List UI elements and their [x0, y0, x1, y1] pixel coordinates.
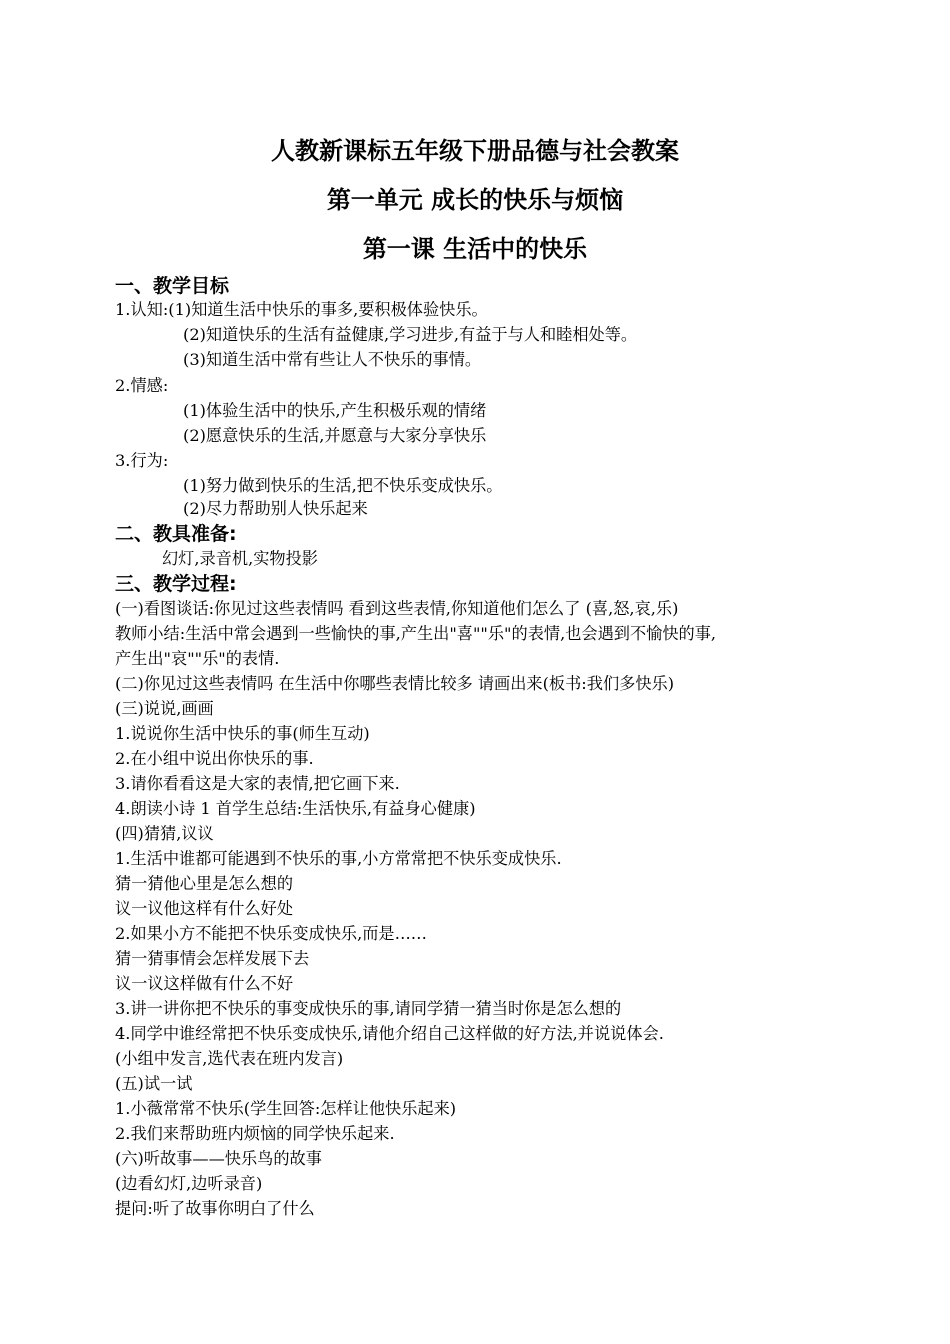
text-line: 1.生活中谁都可能遇到不快乐的事,小方常常把不快乐变成快乐. [115, 849, 562, 868]
text-line: 4.同学中谁经常把不快乐变成快乐,请他介绍自己这样做的好方法,并说说体会. [115, 1024, 664, 1043]
text-line: 2.情感: [115, 376, 169, 395]
document-title: 人教新课标五年级下册品德与社会教案 [271, 137, 679, 165]
text-line: 猜一猜他心里是怎么想的 [115, 874, 294, 893]
text-line: 议一议这样做有什么不好 [115, 974, 294, 993]
text-line: 1.说说你生活中快乐的事(师生互动) [115, 724, 370, 743]
text-line: (3)知道生活中常有些让人不快乐的事情。 [183, 350, 482, 369]
text-line: 2.在小组中说出你快乐的事. [115, 749, 314, 768]
text-line: (一)看图谈话:你见过这些表情吗 看到这些表情,你知道他们怎么了 (喜,怒,哀,乐) [115, 599, 679, 618]
text-line: (小组中发言,选代表在班内发言) [115, 1049, 344, 1068]
text-line: (1)体验生活中的快乐,产生积极乐观的情绪 [183, 401, 487, 420]
text-line: 2.我们来帮助班内烦恼的同学快乐起来. [115, 1124, 395, 1143]
text-line: (五)试一试 [115, 1074, 193, 1093]
text-line: 3.行为: [115, 451, 169, 470]
text-line: 3.请你看看这是大家的表情,把它画下来. [115, 774, 400, 793]
text-line: (边看幻灯,边听录音) [115, 1174, 263, 1193]
text-line: 3.讲一讲你把不快乐的事变成快乐的事,请同学猜一猜当时你是怎么想的 [115, 999, 622, 1018]
section-heading-process: 三、教学过程: [115, 573, 237, 595]
text-line: 议一议他这样有什么好处 [115, 899, 294, 918]
text-line: (二)你见过这些表情吗 在生活中你哪些表情比较多 请画出来(板书:我们多快乐) [115, 674, 675, 693]
text-line: (六)听故事——快乐鸟的故事 [115, 1149, 322, 1168]
section-heading-materials: 二、教具准备: [115, 523, 237, 545]
lesson-title: 第一课 生活中的快乐 [362, 235, 588, 263]
text-line: 猜一猜事情会怎样发展下去 [115, 949, 310, 968]
text-line: 4.朗读小诗 1 首学生总结:生活快乐,有益身心健康) [115, 799, 476, 818]
text-line: (2)知道快乐的生活有益健康,学习进步,有益于与人和睦相处等。 [183, 325, 638, 344]
text-line: (2)尽力帮助别人快乐起来 [183, 499, 368, 518]
section-heading-objectives: 一、教学目标 [115, 275, 230, 297]
text-line: 产生出"哀""乐"的表情. [115, 649, 280, 668]
text-line: (2)愿意快乐的生活,并愿意与大家分享快乐 [183, 426, 487, 445]
text-line: (四)猜猜,议议 [115, 824, 214, 843]
text-line: 1.认知:(1)知道生活中快乐的事多,要积极体验快乐。 [115, 300, 488, 319]
text-line: 幻灯,录音机,实物投影 [162, 549, 318, 568]
text-line: (三)说说,画画 [115, 699, 214, 718]
text-line: (1)努力做到快乐的生活,把不快乐变成快乐。 [183, 476, 503, 495]
unit-title: 第一单元 成长的快乐与烦恼 [326, 186, 624, 214]
text-line: 教师小结:生活中常会遇到一些愉快的事,产生出"喜""乐"的表情,也会遇到不愉快的事, [115, 624, 717, 643]
text-line: 1.小薇常常不快乐(学生回答:怎样让他快乐起来) [115, 1099, 457, 1118]
text-line: 提问:听了故事你明白了什么 [115, 1199, 315, 1218]
text-line: 2.如果小方不能把不快乐变成快乐,而是…… [115, 924, 427, 943]
